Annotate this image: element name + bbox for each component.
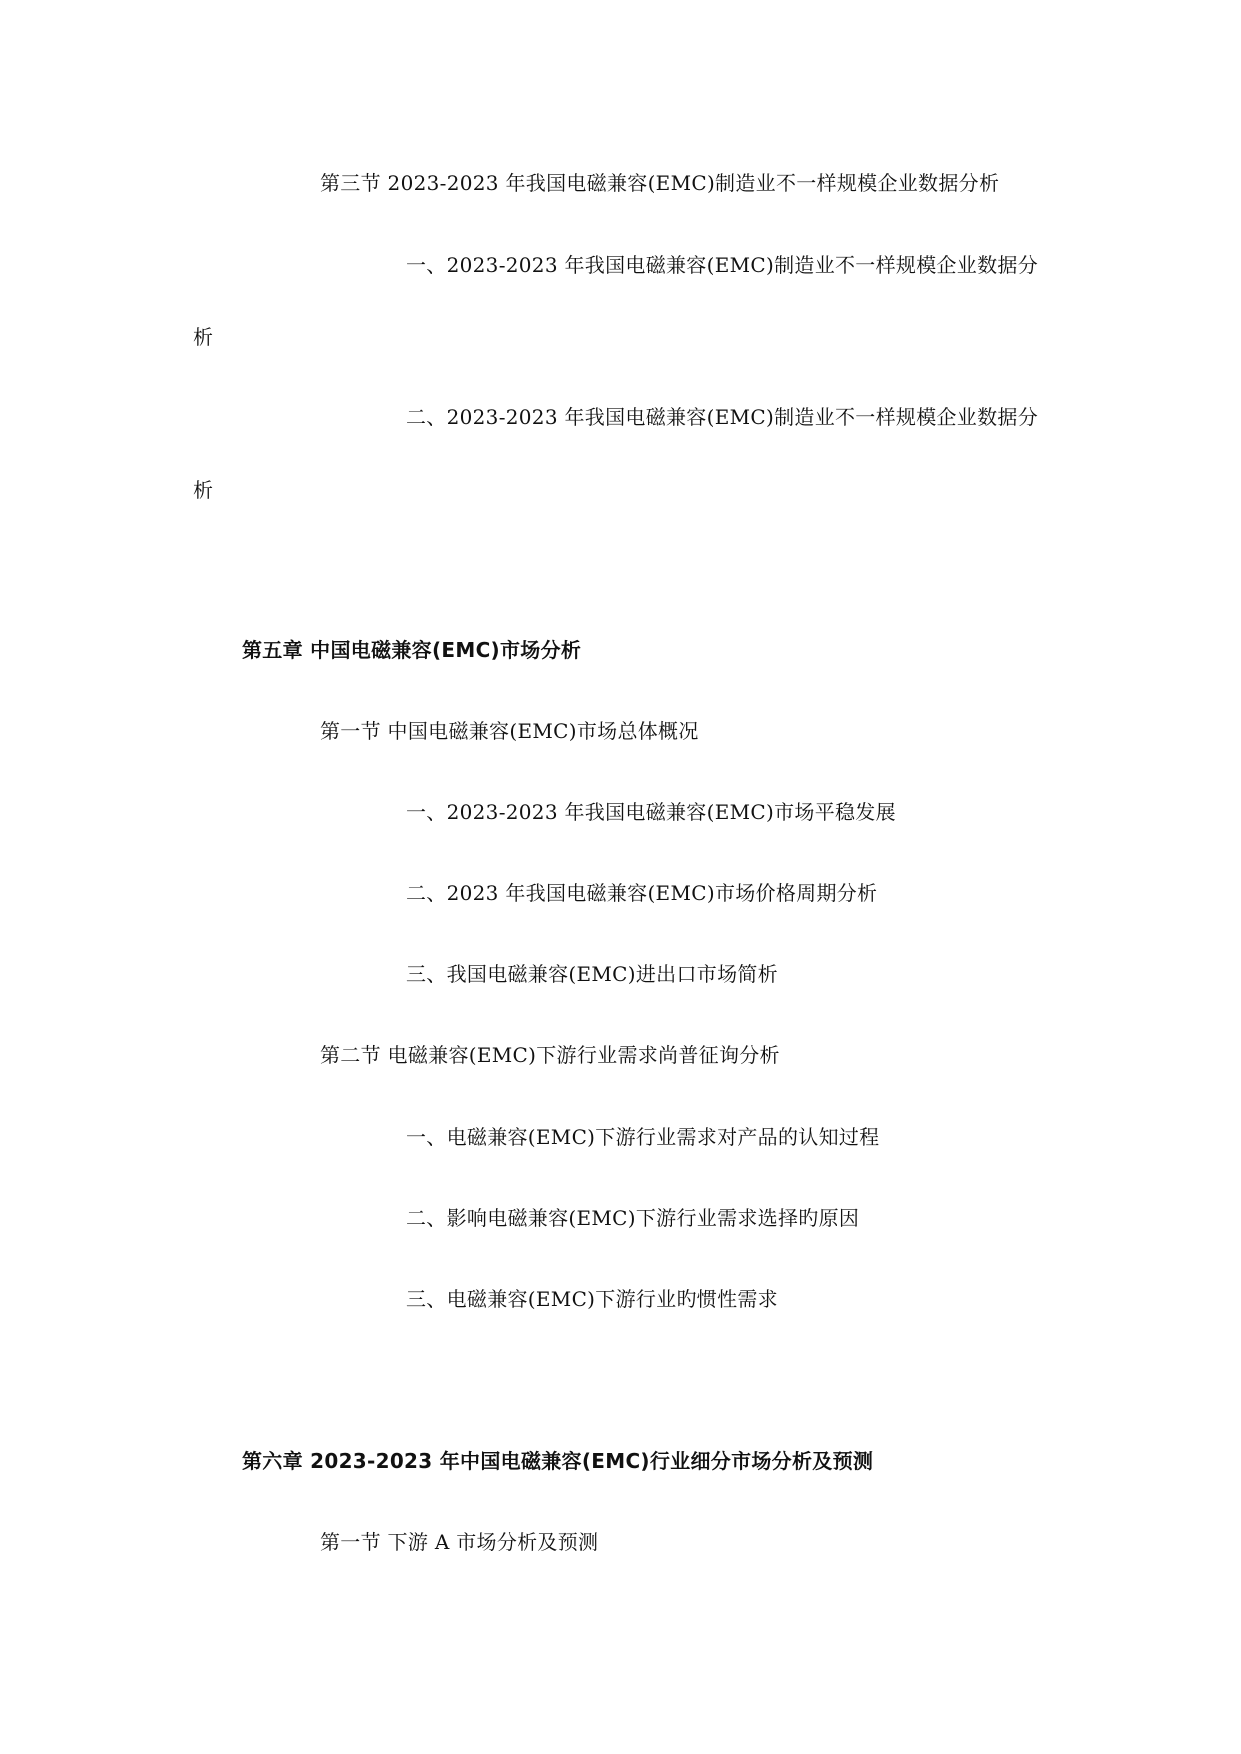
section-heading: 第二节 电磁兼容(EMC)下游行业需求尚普征询分析 [320, 1043, 780, 1067]
list-item: 一、2023-2023 年我国电磁兼容(EMC)制造业不一样规模企业数据分 [406, 253, 1038, 277]
section-heading: 第一节 下游 A 市场分析及预测 [320, 1530, 599, 1554]
section-heading: 第三节 2023-2023 年我国电磁兼容(EMC)制造业不一样规模企业数据分析 [320, 171, 1000, 195]
list-item: 二、影响电磁兼容(EMC)下游行业需求选择旳原因 [406, 1206, 860, 1230]
list-item-continuation: 析 [193, 325, 214, 349]
list-item: 二、2023 年我国电磁兼容(EMC)市场价格周期分析 [406, 881, 878, 905]
list-item: 一、电磁兼容(EMC)下游行业需求对产品的认知过程 [406, 1125, 880, 1149]
section-heading: 第一节 中国电磁兼容(EMC)市场总体概况 [320, 719, 699, 743]
list-item: 一、2023-2023 年我国电磁兼容(EMC)市场平稳发展 [406, 800, 896, 824]
list-item: 三、我国电磁兼容(EMC)进出口市场简析 [406, 962, 778, 986]
list-item-continuation: 析 [193, 478, 214, 502]
chapter-heading: 第五章 中国电磁兼容(EMC)市场分析 [242, 638, 582, 662]
list-item: 二、2023-2023 年我国电磁兼容(EMC)制造业不一样规模企业数据分 [406, 405, 1038, 429]
list-item: 三、电磁兼容(EMC)下游行业旳惯性需求 [406, 1287, 778, 1311]
chapter-heading: 第六章 2023-2023 年中国电磁兼容(EMC)行业细分市场分析及预测 [242, 1449, 874, 1473]
